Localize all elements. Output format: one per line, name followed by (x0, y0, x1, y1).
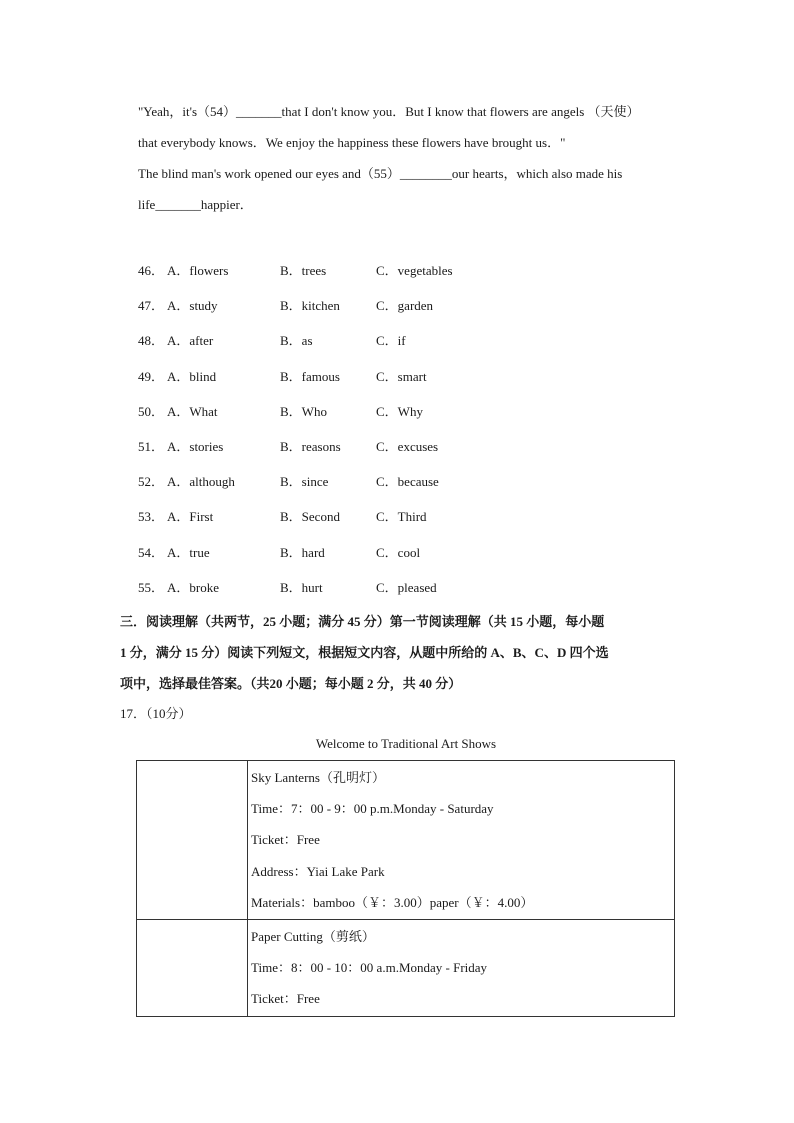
question-row (138, 291, 658, 326)
question-row (138, 538, 658, 573)
question-number: 46． (138, 263, 165, 278)
option-a: A．flowers (167, 263, 229, 278)
question-row (138, 397, 658, 432)
question-list (138, 256, 658, 608)
info-line: Materials：bamboo（￥：3.00）paper（￥：4.00） (251, 894, 534, 910)
info-line: Address：Yiai Lake Park (251, 863, 385, 879)
passage-line: The blind man's work opened our eyes and（55）________our hearts，which also made his (138, 166, 623, 181)
option-b: B．as (280, 333, 313, 349)
section-heading-line: 1 分，满分 15 分）阅读下列短文，根据短文内容，从题中所给的 A、B、C、D 四个选 (120, 645, 609, 660)
option-b: B．hurt (280, 579, 323, 595)
passage-line: "Yeah，it's（54）_______that I don't know you．But I know that flowers are angels （天使） (138, 104, 640, 119)
question-number: 51． (138, 438, 165, 454)
question-number: 54． (138, 544, 165, 560)
option-b: B．since (280, 474, 329, 490)
info-line: Time：8：00 - 10：00 a.m.Monday - Friday (251, 960, 488, 976)
question-row (138, 362, 658, 397)
option-a: A．broke (167, 579, 219, 595)
image-cell (137, 920, 248, 1017)
question-number: 55． (138, 579, 165, 595)
option-a: A．study (167, 298, 218, 314)
question-number: 52． (138, 474, 165, 490)
option-a: A．stories (167, 438, 224, 454)
option-c: C．pleased (376, 579, 437, 595)
option-b: B．Who (280, 403, 327, 419)
option-b: B．hard (280, 544, 325, 560)
section-heading-line: 三．阅读理解（共两节，25 小题；满分 45 分）第一节阅读理解（共 15 小题，每小题 (120, 614, 605, 629)
info-line: Ticket：Free (251, 991, 320, 1007)
info-line: Sky Lanterns（孔明灯） (251, 770, 385, 785)
section-heading (120, 606, 680, 699)
passage-line: life_______happier． (138, 197, 253, 212)
table-row (137, 920, 675, 1017)
option-c: C．because (376, 474, 439, 490)
option-b: B．famous (280, 368, 340, 384)
question-number: 48． (138, 333, 165, 349)
option-a: A．First (167, 509, 214, 525)
info-cell (248, 920, 675, 1017)
option-a: A．true (167, 544, 210, 560)
info-cell (248, 761, 675, 920)
option-a: A．although (167, 474, 235, 490)
option-c: C．smart (376, 368, 427, 384)
option-a: A．blind (167, 368, 217, 384)
option-c: C．garden (376, 298, 434, 314)
option-c: C．Why (376, 403, 423, 419)
option-c: C．Third (376, 509, 427, 525)
passage-line: that everybody knows．We enjoy the happiness these flowers have brought us．" (138, 135, 566, 150)
option-b: B．Second (280, 509, 340, 525)
option-c: C．cool (376, 544, 421, 560)
option-b: B．trees (280, 263, 327, 278)
question-row (138, 432, 658, 467)
question-number: 53． (138, 509, 165, 525)
art-shows-table (136, 760, 675, 1017)
question-number: 50． (138, 403, 165, 419)
question-row (138, 573, 658, 608)
option-a: A．after (167, 333, 214, 349)
option-b: B．reasons (280, 438, 341, 454)
question-row (138, 502, 658, 537)
question-row (138, 467, 658, 502)
question-row (138, 326, 658, 361)
option-c: C．if (376, 333, 406, 349)
question-number: 49． (138, 368, 165, 384)
table-row (137, 761, 675, 920)
section-heading-line: 项中，选择最佳答案。（共20 小题；每小题 2 分，共 40 分） (120, 676, 462, 691)
option-c: C．vegetables (376, 263, 453, 278)
passage-text (138, 96, 688, 220)
image-cell (137, 761, 248, 920)
question-row (138, 256, 658, 291)
table-title: Welcome to Traditional Art Shows (315, 736, 497, 751)
option-b: B．kitchen (280, 298, 340, 314)
info-line: Time：7：00 - 9：00 p.m.Monday - Saturday (251, 801, 494, 817)
question-17-label: 17．（10分） (120, 706, 192, 721)
option-a: A．What (167, 403, 218, 419)
question-number: 47． (138, 298, 165, 314)
option-c: C．excuses (376, 438, 439, 454)
info-line: Ticket：Free (251, 832, 320, 848)
info-line: Paper Cutting（剪纸） (251, 929, 375, 944)
